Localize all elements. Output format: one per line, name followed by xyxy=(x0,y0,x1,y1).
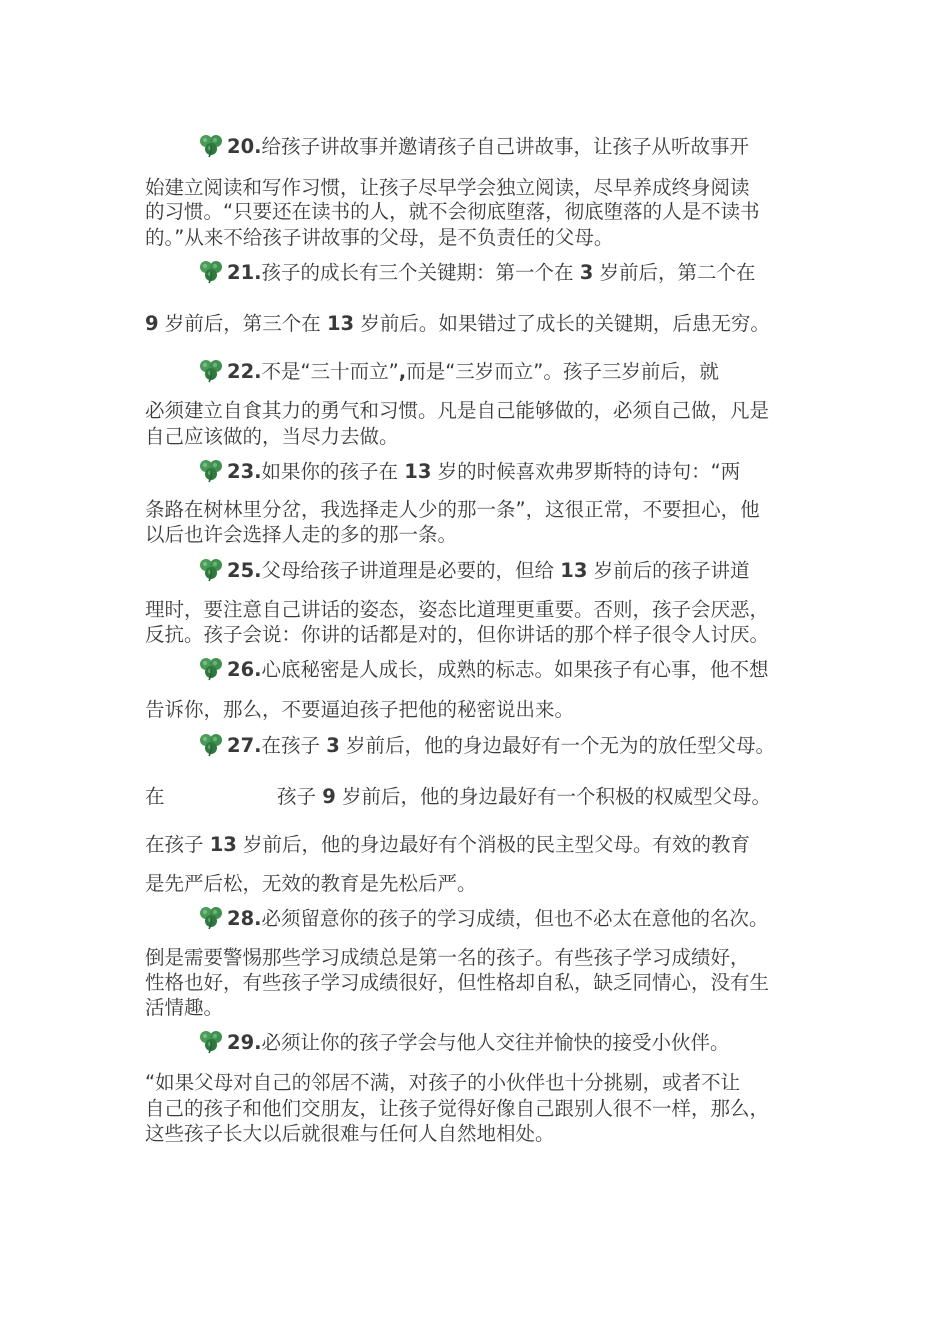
number-emphasis: 9 xyxy=(145,312,159,335)
paragraph-line xyxy=(145,311,770,337)
item-text: 给孩子讲故事并邀请孩子自己讲故事，让孩子从听故事开 xyxy=(261,135,750,158)
text-span: 孩子 xyxy=(277,785,323,808)
paragraph-line: “如果父母对自己的邻居不满，对孩子的小伙伴也十分挑剔，或者不让 xyxy=(145,1071,741,1094)
item-text: 父母给孩子讲道理是必要的，但给 xyxy=(261,559,561,582)
number-emphasis: 13 xyxy=(404,460,432,483)
item-text: 不是“三十而立” xyxy=(261,360,399,383)
clover-icon xyxy=(198,457,224,483)
item-number: 25. xyxy=(227,559,262,582)
clover-icon xyxy=(198,556,224,582)
number-emphasis: 3 xyxy=(326,734,340,757)
number-emphasis: 13 xyxy=(326,312,355,335)
number-emphasis: 3 xyxy=(579,261,594,284)
item-26-heading xyxy=(198,655,769,683)
item-text: 必须让你的孩子学会与他人交往并愉快的接受小伙伴。 xyxy=(261,1031,730,1054)
paragraph-line: 始建立阅读和写作习惯，让孩子尽早学会独立阅读，尽早养成终身阅读 xyxy=(145,176,750,199)
paragraph-line: 自己应该做的，当尽力去做。 xyxy=(145,425,399,448)
paragraph-line: 倒是需要警惕那些学习成绩总是第一名的孩子。有些孩子学习成绩好， xyxy=(145,946,750,969)
item-27-heading xyxy=(198,731,775,759)
paragraph-line: 告诉你，那么，不要逼迫孩子把他的秘密说出来。 xyxy=(145,698,575,721)
clover-icon xyxy=(198,655,224,681)
paragraph-line: 性格也好，有些孩子学习成绩很好，但性格却自私，缺乏同情心，没有生 xyxy=(145,971,770,994)
text-span: 岁前后，第三个在 xyxy=(158,312,327,335)
item-28-heading xyxy=(198,904,769,932)
number-emphasis: 13 xyxy=(560,559,588,582)
item-text: 岁前后，他的身边最好有一个无为的放任型父母。 xyxy=(339,734,776,757)
item-number: 29. xyxy=(227,1031,262,1054)
item-number: 20. xyxy=(227,135,262,158)
item-number: 26. xyxy=(227,658,262,681)
paragraph-line: 自己的孩子和他们交朋友，让孩子觉得好像自己跟别人很不一样，那么， xyxy=(145,1097,770,1120)
paragraph-line: 反抗。孩子会说：你讲的话都是对的，但你讲话的那个样子很令人讨厌。 xyxy=(145,623,770,646)
clover-icon xyxy=(198,1028,224,1054)
paragraph-line: 必须建立自食其力的勇气和习惯。凡是自己能够做的，必须自己做，凡是 xyxy=(145,399,770,422)
item-20-heading xyxy=(198,132,749,160)
item-22-heading xyxy=(198,357,719,385)
item-number: 22. xyxy=(227,360,262,383)
text-span: 岁前后，他的身边最好有个消极的民主型父母。有效的教育 xyxy=(236,833,751,856)
item-29-heading xyxy=(198,1028,730,1056)
item-text: 孩子的成长有三个关键期：第一个在 xyxy=(261,261,580,284)
item-text: 在孩子 xyxy=(261,734,327,757)
item-number: 28. xyxy=(227,907,262,930)
clover-icon xyxy=(198,357,224,383)
item-number: 27. xyxy=(227,734,262,757)
paragraph-line xyxy=(277,784,771,810)
item-text: 心底秘密是人成长，成熟的标志。如果孩子有心事，他不想 xyxy=(261,658,769,681)
item-23-heading xyxy=(198,457,740,485)
item-text: 必须留意你的孩子的学习成绩，但也不必太在意他的名次。 xyxy=(261,907,769,930)
item-number: 21. xyxy=(227,261,262,284)
paragraph-line: 这些孩子长大以后就很难与任何人自然地相处。 xyxy=(145,1122,555,1145)
paragraph-line xyxy=(145,832,750,858)
paragraph-line: 的习惯。“只要还在读书的人，就不会彻底堕落，彻底堕落的人是不读书 xyxy=(145,200,760,223)
paragraph-line-left: 在 xyxy=(145,785,165,808)
paragraph-line: 的。”从来不给孩子讲故事的父母，是不负责任的父母。 xyxy=(145,226,614,249)
number-emphasis: 13 xyxy=(209,833,237,856)
item-25-heading xyxy=(198,556,750,584)
item-number: 23. xyxy=(227,460,262,483)
clover-icon xyxy=(198,731,224,757)
text-span: 岁前后。如果错过了成长的关键期，后患无穷。 xyxy=(354,312,770,335)
paragraph-line: 活情趣。 xyxy=(145,996,224,1019)
paragraph-line: 理时，要注意自己讲话的姿态，姿态比道理更重要。否则，孩子会厌恶， xyxy=(145,598,770,621)
text-span: 在孩子 xyxy=(145,833,210,856)
comma-emphasis: , xyxy=(398,360,407,383)
item-text: 岁的时候喜欢弗罗斯特的诗句：“两 xyxy=(431,460,741,483)
item-text: 岁前后，第二个在 xyxy=(593,261,756,284)
item-text: 岁前后的孩子讲道 xyxy=(587,559,750,582)
paragraph-line: 条路在树林里分岔，我选择走人少的那一条”，这很正常，不要担心，他 xyxy=(145,498,760,521)
clover-icon xyxy=(198,258,224,284)
text-span: 岁前后，他的身边最好有一个积极的权威型父母。 xyxy=(335,785,771,808)
item-text: 而是“三岁而立”。孩子三岁前后，就 xyxy=(406,360,719,383)
number-emphasis: 9 xyxy=(322,785,336,808)
paragraph-line: 以后也许会选择人走的多的那一条。 xyxy=(145,523,458,546)
item-text: 如果你的孩子在 xyxy=(261,460,405,483)
clover-icon xyxy=(198,132,224,158)
clover-icon xyxy=(198,904,224,930)
paragraph-line: 是先严后松，无效的教育是先松后严。 xyxy=(145,872,477,895)
item-21-heading xyxy=(198,258,756,286)
